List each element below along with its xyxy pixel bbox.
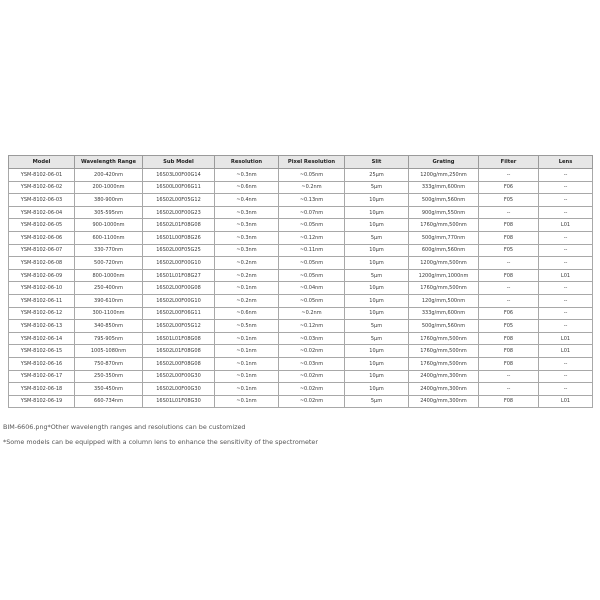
cell-grating: 1760g/mm,500nm [409, 345, 479, 358]
cell-wavelength-range: 340-850nm [75, 320, 143, 333]
cell-slit: 5μm [345, 395, 409, 408]
cell-pixel-resolution: ~0.02nm [279, 345, 345, 358]
cell-model: YSM-8102-06-15 [9, 345, 75, 358]
cell-resolution: ~0.1nm [215, 370, 279, 383]
cell-sub-model: 16S02L00F08G08 [143, 357, 215, 370]
cell-filter: -- [479, 257, 539, 270]
cell-wavelength-range: 200-420nm [75, 169, 143, 182]
cell-lens: -- [539, 206, 593, 219]
cell-grating: 1760g/mm,500nm [409, 282, 479, 295]
cell-sub-model: 16S02L01F08G08 [143, 219, 215, 232]
cell-pixel-resolution: ~0.03nm [279, 357, 345, 370]
cell-model: YSM-8102-06-02 [9, 181, 75, 194]
footnote-column-lens: *Some models can be equipped with a column lens to enhance the sensitivity of the spectrometer [3, 438, 318, 446]
cell-lens: -- [539, 282, 593, 295]
cell-sub-model: 16S02L00F05G12 [143, 194, 215, 207]
cell-filter: F08 [479, 269, 539, 282]
table-row [9, 282, 593, 295]
cell-lens: L01 [539, 395, 593, 408]
cell-slit: 5μm [345, 231, 409, 244]
cell-lens: -- [539, 357, 593, 370]
cell-lens: -- [539, 231, 593, 244]
cell-wavelength-range: 1005-1080nm [75, 345, 143, 358]
cell-lens: -- [539, 307, 593, 320]
cell-slit: 10μm [345, 370, 409, 383]
cell-grating: 1200g/mm,500nm [409, 257, 479, 270]
cell-resolution: ~0.1nm [215, 282, 279, 295]
cell-wavelength-range: 250-350nm [75, 370, 143, 383]
cell-pixel-resolution: ~0.12nm [279, 320, 345, 333]
cell-sub-model: 16S02L01F08G08 [143, 345, 215, 358]
cell-slit: 5μm [345, 269, 409, 282]
cell-sub-model: 16S02L00F05G25 [143, 244, 215, 257]
cell-wavelength-range: 300-1100nm [75, 307, 143, 320]
cell-model: YSM-8102-06-11 [9, 294, 75, 307]
cell-model: YSM-8102-06-07 [9, 244, 75, 257]
cell-sub-model: 16S00L00F06G11 [143, 181, 215, 194]
cell-pixel-resolution: ~0.13nm [279, 194, 345, 207]
cell-sub-model: 16S02L00F00G10 [143, 294, 215, 307]
cell-grating: 500g/mm,560nm [409, 320, 479, 333]
cell-wavelength-range: 200-1000nm [75, 181, 143, 194]
cell-model: YSM-8102-06-09 [9, 269, 75, 282]
cell-grating: 2400g/mm,300nm [409, 370, 479, 383]
cell-pixel-resolution: ~0.02nm [279, 370, 345, 383]
table-row [9, 219, 593, 232]
cell-model: YSM-8102-06-12 [9, 307, 75, 320]
cell-pixel-resolution: ~0.04nm [279, 282, 345, 295]
cell-slit: 10μm [345, 244, 409, 257]
cell-wavelength-range: 660-734nm [75, 395, 143, 408]
cell-model: YSM-8102-06-03 [9, 194, 75, 207]
cell-grating: 2400g/mm,300nm [409, 383, 479, 396]
cell-grating: 1760g/mm,500nm [409, 357, 479, 370]
cell-filter: F08 [479, 231, 539, 244]
table-row [9, 383, 593, 396]
cell-grating: 600g/mm,560nm [409, 244, 479, 257]
cell-grating: 500g/mm,770nm [409, 231, 479, 244]
cell-wavelength-range: 750-870nm [75, 357, 143, 370]
cell-lens: L01 [539, 345, 593, 358]
cell-resolution: ~0.6nm [215, 181, 279, 194]
cell-model: YSM-8102-06-16 [9, 357, 75, 370]
cell-pixel-resolution: ~0.05nm [279, 257, 345, 270]
cell-filter: -- [479, 294, 539, 307]
cell-resolution: ~0.2nm [215, 257, 279, 270]
cell-sub-model: 16S02L00F00G08 [143, 282, 215, 295]
table-header [9, 156, 593, 169]
cell-grating: 500g/mm,560nm [409, 194, 479, 207]
cell-model: YSM-8102-06-10 [9, 282, 75, 295]
cell-resolution: ~0.1nm [215, 357, 279, 370]
cell-filter: F08 [479, 345, 539, 358]
cell-sub-model: 16S02L00F00G23 [143, 206, 215, 219]
cell-resolution: ~0.2nm [215, 269, 279, 282]
column-header-slit: Slit [345, 156, 409, 169]
footnote-customization: BIM-6606.png*Other wavelength ranges and resolutions can be customized [3, 423, 246, 431]
cell-slit: 5μm [345, 332, 409, 345]
cell-lens: -- [539, 370, 593, 383]
cell-lens: L01 [539, 332, 593, 345]
cell-sub-model: 16S02L00F05G12 [143, 320, 215, 333]
cell-slit: 10μm [345, 282, 409, 295]
cell-grating: 120g/mm,500nm [409, 294, 479, 307]
cell-pixel-resolution: ~0.05nm [279, 169, 345, 182]
table-row [9, 345, 593, 358]
table-row [9, 206, 593, 219]
cell-pixel-resolution: ~0.02nm [279, 395, 345, 408]
cell-filter: F08 [479, 332, 539, 345]
cell-grating: 1760g/mm,500nm [409, 219, 479, 232]
cell-filter: -- [479, 206, 539, 219]
cell-pixel-resolution: ~0.12nm [279, 231, 345, 244]
cell-grating: 1200g/mm,250nm [409, 169, 479, 182]
cell-resolution: ~0.3nm [215, 244, 279, 257]
cell-pixel-resolution: ~0.2nm [279, 181, 345, 194]
cell-pixel-resolution: ~0.03nm [279, 332, 345, 345]
cell-slit: 10μm [345, 345, 409, 358]
column-header-wavelength-range: Wavelength Range [75, 156, 143, 169]
cell-slit: 5μm [345, 181, 409, 194]
cell-model: YSM-8102-06-19 [9, 395, 75, 408]
cell-grating: 333g/mm,600nm [409, 307, 479, 320]
cell-slit: 5μm [345, 320, 409, 333]
cell-sub-model: 16S03L00F00G14 [143, 169, 215, 182]
cell-resolution: ~0.3nm [215, 206, 279, 219]
cell-lens: L01 [539, 269, 593, 282]
cell-sub-model: 16S02L00F00G10 [143, 257, 215, 270]
column-header-grating: Grating [409, 156, 479, 169]
cell-lens: -- [539, 383, 593, 396]
cell-resolution: ~0.3nm [215, 169, 279, 182]
table-row [9, 370, 593, 383]
cell-resolution: ~0.2nm [215, 294, 279, 307]
cell-wavelength-range: 305-595nm [75, 206, 143, 219]
cell-wavelength-range: 350-450nm [75, 383, 143, 396]
cell-model: YSM-8102-06-08 [9, 257, 75, 270]
cell-slit: 10μm [345, 206, 409, 219]
footnotes [3, 420, 318, 450]
cell-filter: F05 [479, 194, 539, 207]
cell-resolution: ~0.3nm [215, 219, 279, 232]
cell-lens: -- [539, 320, 593, 333]
spec-table-container [8, 155, 592, 408]
header-row [9, 156, 593, 169]
cell-pixel-resolution: ~0.07nm [279, 206, 345, 219]
cell-grating: 2400g/mm,300nm [409, 395, 479, 408]
cell-sub-model: 16S02L00F00G30 [143, 370, 215, 383]
cell-wavelength-range: 600-1100nm [75, 231, 143, 244]
table-row [9, 395, 593, 408]
cell-filter: F06 [479, 181, 539, 194]
cell-slit: 10μm [345, 194, 409, 207]
column-header-filter: Filter [479, 156, 539, 169]
spectrometer-spec-table [8, 155, 593, 408]
cell-resolution: ~0.1nm [215, 395, 279, 408]
cell-resolution: ~0.4nm [215, 194, 279, 207]
cell-wavelength-range: 800-1000nm [75, 269, 143, 282]
cell-filter: F08 [479, 357, 539, 370]
cell-resolution: ~0.1nm [215, 345, 279, 358]
cell-slit: 10μm [345, 257, 409, 270]
cell-grating: 900g/mm,550nm [409, 206, 479, 219]
cell-pixel-resolution: ~0.02nm [279, 383, 345, 396]
cell-lens: L01 [539, 219, 593, 232]
cell-wavelength-range: 390-610nm [75, 294, 143, 307]
table-row [9, 294, 593, 307]
cell-sub-model: 16S01L01F08G08 [143, 332, 215, 345]
cell-model: YSM-8102-06-06 [9, 231, 75, 244]
table-row [9, 332, 593, 345]
cell-pixel-resolution: ~0.05nm [279, 269, 345, 282]
cell-lens: -- [539, 257, 593, 270]
cell-pixel-resolution: ~0.2nm [279, 307, 345, 320]
cell-wavelength-range: 250-400nm [75, 282, 143, 295]
cell-filter: F06 [479, 307, 539, 320]
cell-filter: -- [479, 370, 539, 383]
cell-pixel-resolution: ~0.05nm [279, 294, 345, 307]
cell-sub-model: 16S01L01F08G30 [143, 395, 215, 408]
cell-lens: -- [539, 244, 593, 257]
cell-grating: 1760g/mm,500nm [409, 332, 479, 345]
table-row [9, 269, 593, 282]
cell-filter: -- [479, 383, 539, 396]
cell-model: YSM-8102-06-01 [9, 169, 75, 182]
column-header-resolution: Resolution [215, 156, 279, 169]
table-row [9, 307, 593, 320]
cell-model: YSM-8102-06-17 [9, 370, 75, 383]
cell-wavelength-range: 500-720nm [75, 257, 143, 270]
table-row [9, 244, 593, 257]
cell-model: YSM-8102-06-18 [9, 383, 75, 396]
cell-lens: -- [539, 194, 593, 207]
cell-model: YSM-8102-06-05 [9, 219, 75, 232]
table-row [9, 169, 593, 182]
cell-sub-model: 16S02L00F00G30 [143, 383, 215, 396]
table-row [9, 231, 593, 244]
cell-lens: -- [539, 294, 593, 307]
cell-slit: 10μm [345, 219, 409, 232]
cell-slit: 10μm [345, 383, 409, 396]
column-header-sub-model: Sub Model [143, 156, 215, 169]
table-row [9, 257, 593, 270]
cell-pixel-resolution: ~0.11nm [279, 244, 345, 257]
cell-lens: -- [539, 169, 593, 182]
cell-wavelength-range: 795-905nm [75, 332, 143, 345]
cell-sub-model: 16S02L00F06G11 [143, 307, 215, 320]
table-row [9, 194, 593, 207]
cell-resolution: ~0.3nm [215, 231, 279, 244]
cell-filter: F08 [479, 219, 539, 232]
column-header-pixel-resolution: Pixel Resolution [279, 156, 345, 169]
cell-model: YSM-8102-06-04 [9, 206, 75, 219]
cell-sub-model: 16S01L00F08G26 [143, 231, 215, 244]
cell-pixel-resolution: ~0.05nm [279, 219, 345, 232]
cell-wavelength-range: 330-770nm [75, 244, 143, 257]
table-row [9, 357, 593, 370]
cell-model: YSM-8102-06-13 [9, 320, 75, 333]
table-row [9, 181, 593, 194]
column-header-lens: Lens [539, 156, 593, 169]
cell-slit: 10μm [345, 307, 409, 320]
table-row [9, 320, 593, 333]
cell-filter: -- [479, 169, 539, 182]
column-header-model: Model [9, 156, 75, 169]
cell-wavelength-range: 380-900nm [75, 194, 143, 207]
cell-model: YSM-8102-06-14 [9, 332, 75, 345]
cell-filter: F05 [479, 320, 539, 333]
cell-lens: -- [539, 181, 593, 194]
cell-resolution: ~0.6nm [215, 307, 279, 320]
cell-slit: 10μm [345, 294, 409, 307]
cell-sub-model: 16S01L01F08G27 [143, 269, 215, 282]
table-body [9, 169, 593, 408]
cell-filter: F08 [479, 395, 539, 408]
cell-grating: 1200g/mm,1000nm [409, 269, 479, 282]
cell-resolution: ~0.5nm [215, 320, 279, 333]
cell-wavelength-range: 900-1000nm [75, 219, 143, 232]
cell-resolution: ~0.1nm [215, 332, 279, 345]
cell-grating: 333g/mm,600nm [409, 181, 479, 194]
cell-filter: -- [479, 282, 539, 295]
cell-slit: 10μm [345, 357, 409, 370]
cell-filter: F05 [479, 244, 539, 257]
cell-resolution: ~0.1nm [215, 383, 279, 396]
cell-slit: 25μm [345, 169, 409, 182]
